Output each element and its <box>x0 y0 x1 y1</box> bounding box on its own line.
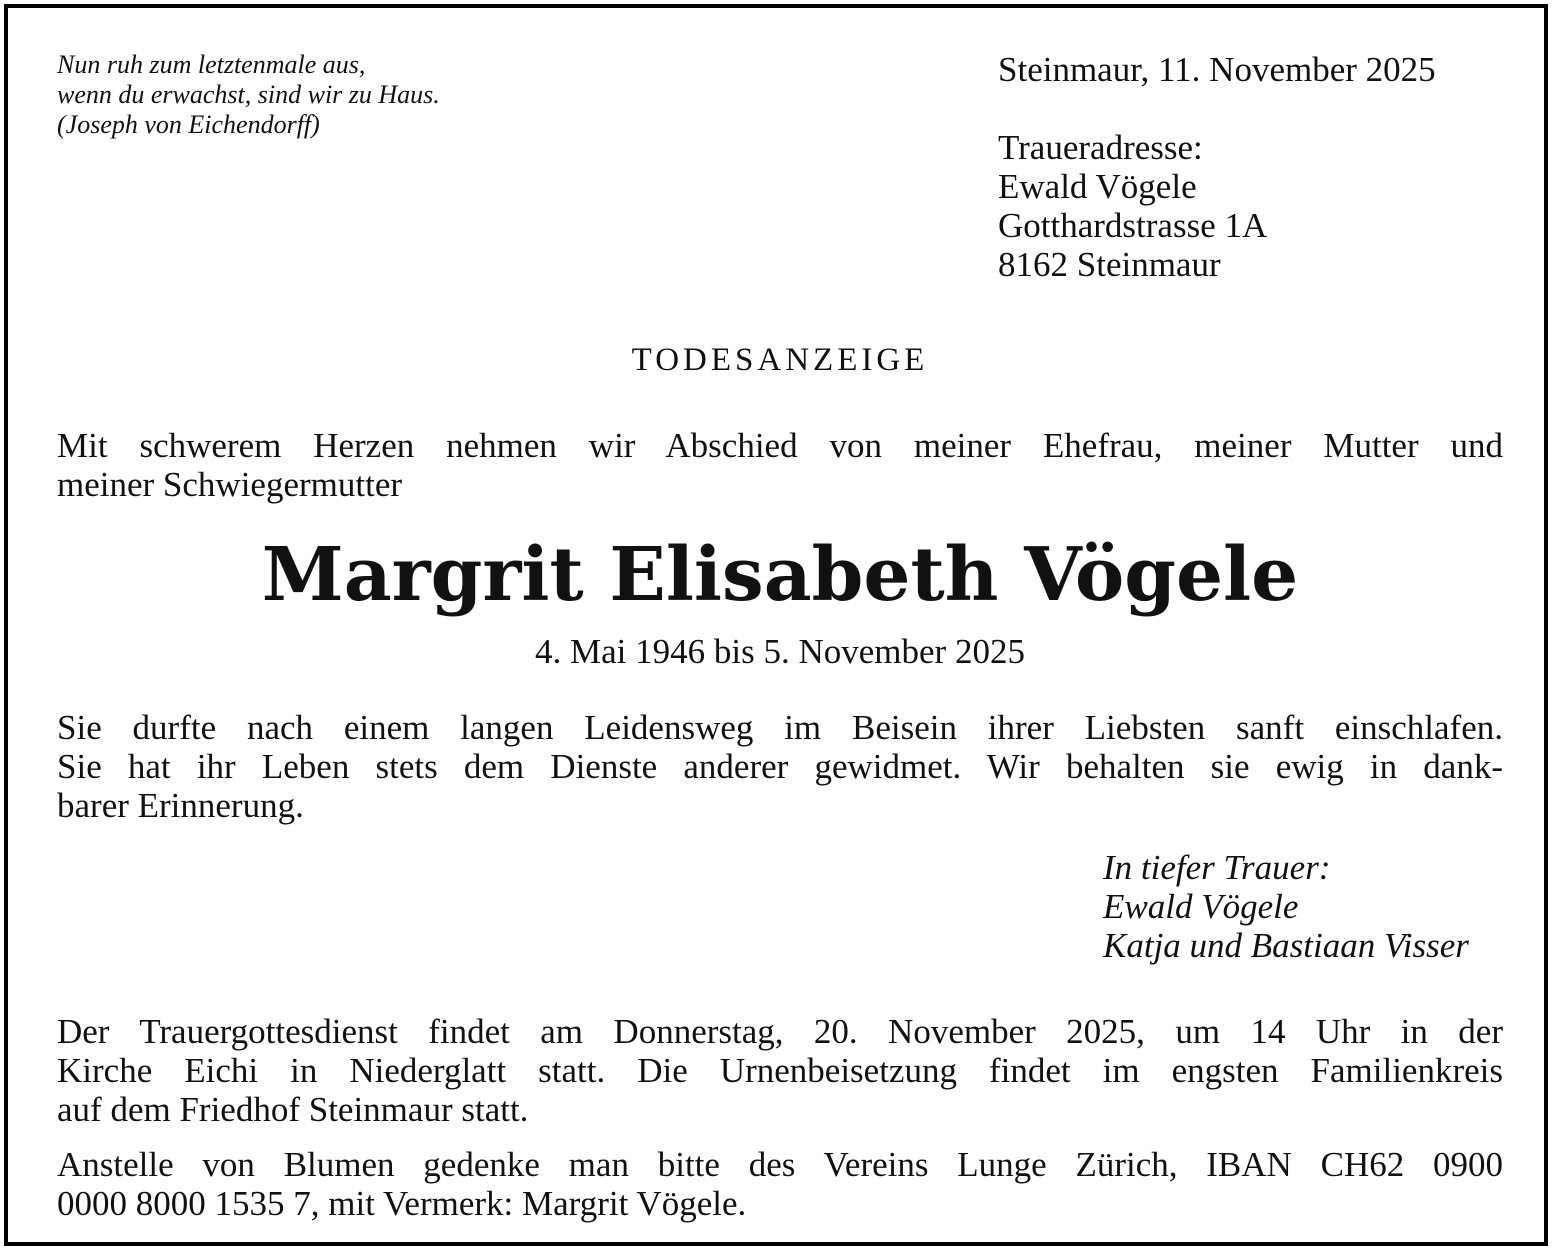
place-date: Steinmaur, 11. November 2025 <box>998 50 1436 89</box>
mourners-block <box>1103 848 1469 965</box>
service-line-1: Der Trauergottesdienst findet am Donnerstag, 20. November 2025, um 14 Uhr in der <box>57 1012 1503 1051</box>
death-notice <box>4 4 1548 1246</box>
donation-text <box>57 1145 1503 1223</box>
motto-line-1: Nun ruh zum letztenmale aus, <box>57 50 366 79</box>
tribute-line-2: Sie hat ihr Leben stets dem Dienste anderer gewidmet. Wir behalten sie ewig in dank- <box>57 747 1503 786</box>
address-city: 8162 Steinmaur <box>998 245 1221 284</box>
service-text <box>57 1012 1503 1129</box>
address-label: Traueradresse: <box>998 128 1203 167</box>
motto-author: (Joseph von Eichendorff) <box>57 110 320 139</box>
mourners-label: In tiefer Trauer: <box>1103 848 1331 887</box>
address-street: Gotthardstrasse 1A <box>998 206 1268 245</box>
address-name: Ewald Vögele <box>998 167 1197 206</box>
motto-quote <box>57 50 440 140</box>
mourner-name: Katja und Bastiaan Visser <box>1103 926 1469 965</box>
header-block <box>998 50 1436 284</box>
tribute-text <box>57 708 1503 825</box>
intro-line-1: Mit schwerem Herzen nehmen wir Abschied von meiner Ehefrau, meiner Mutter und <box>57 426 1503 465</box>
service-line-3: auf dem Friedhof Steinmaur statt. <box>57 1090 529 1129</box>
donation-line-2: 0000 8000 1535 7, mit Vermerk: Margrit Vögele. <box>57 1184 747 1223</box>
deceased-name: Margrit Elisabeth Vögele <box>261 532 1299 618</box>
life-dates: 4. Mai 1946 bis 5. November 2025 <box>535 632 1025 671</box>
donation-line-1: Anstelle von Blumen gedenke man bitte des Vereins Lunge Zürich, IBAN CH62 0900 <box>57 1145 1503 1184</box>
service-line-2: Kirche Eichi in Niederglatt statt. Die Urnenbeisetzung findet im engsten Familienkreis <box>57 1051 1503 1090</box>
mourner-name: Ewald Vögele <box>1103 887 1299 926</box>
intro-line-2: meiner Schwiegermutter <box>57 465 403 504</box>
motto-line-2: wenn du erwachst, sind wir zu Haus. <box>57 80 440 109</box>
notice-heading: TODESANZEIGE <box>631 342 929 378</box>
tribute-line-3: barer Erinnerung. <box>57 786 304 825</box>
tribute-line-1: Sie durfte nach einem langen Leidensweg im Beisein ihrer Liebsten sanft einschlafen. <box>57 708 1503 747</box>
intro-text <box>57 426 1503 504</box>
